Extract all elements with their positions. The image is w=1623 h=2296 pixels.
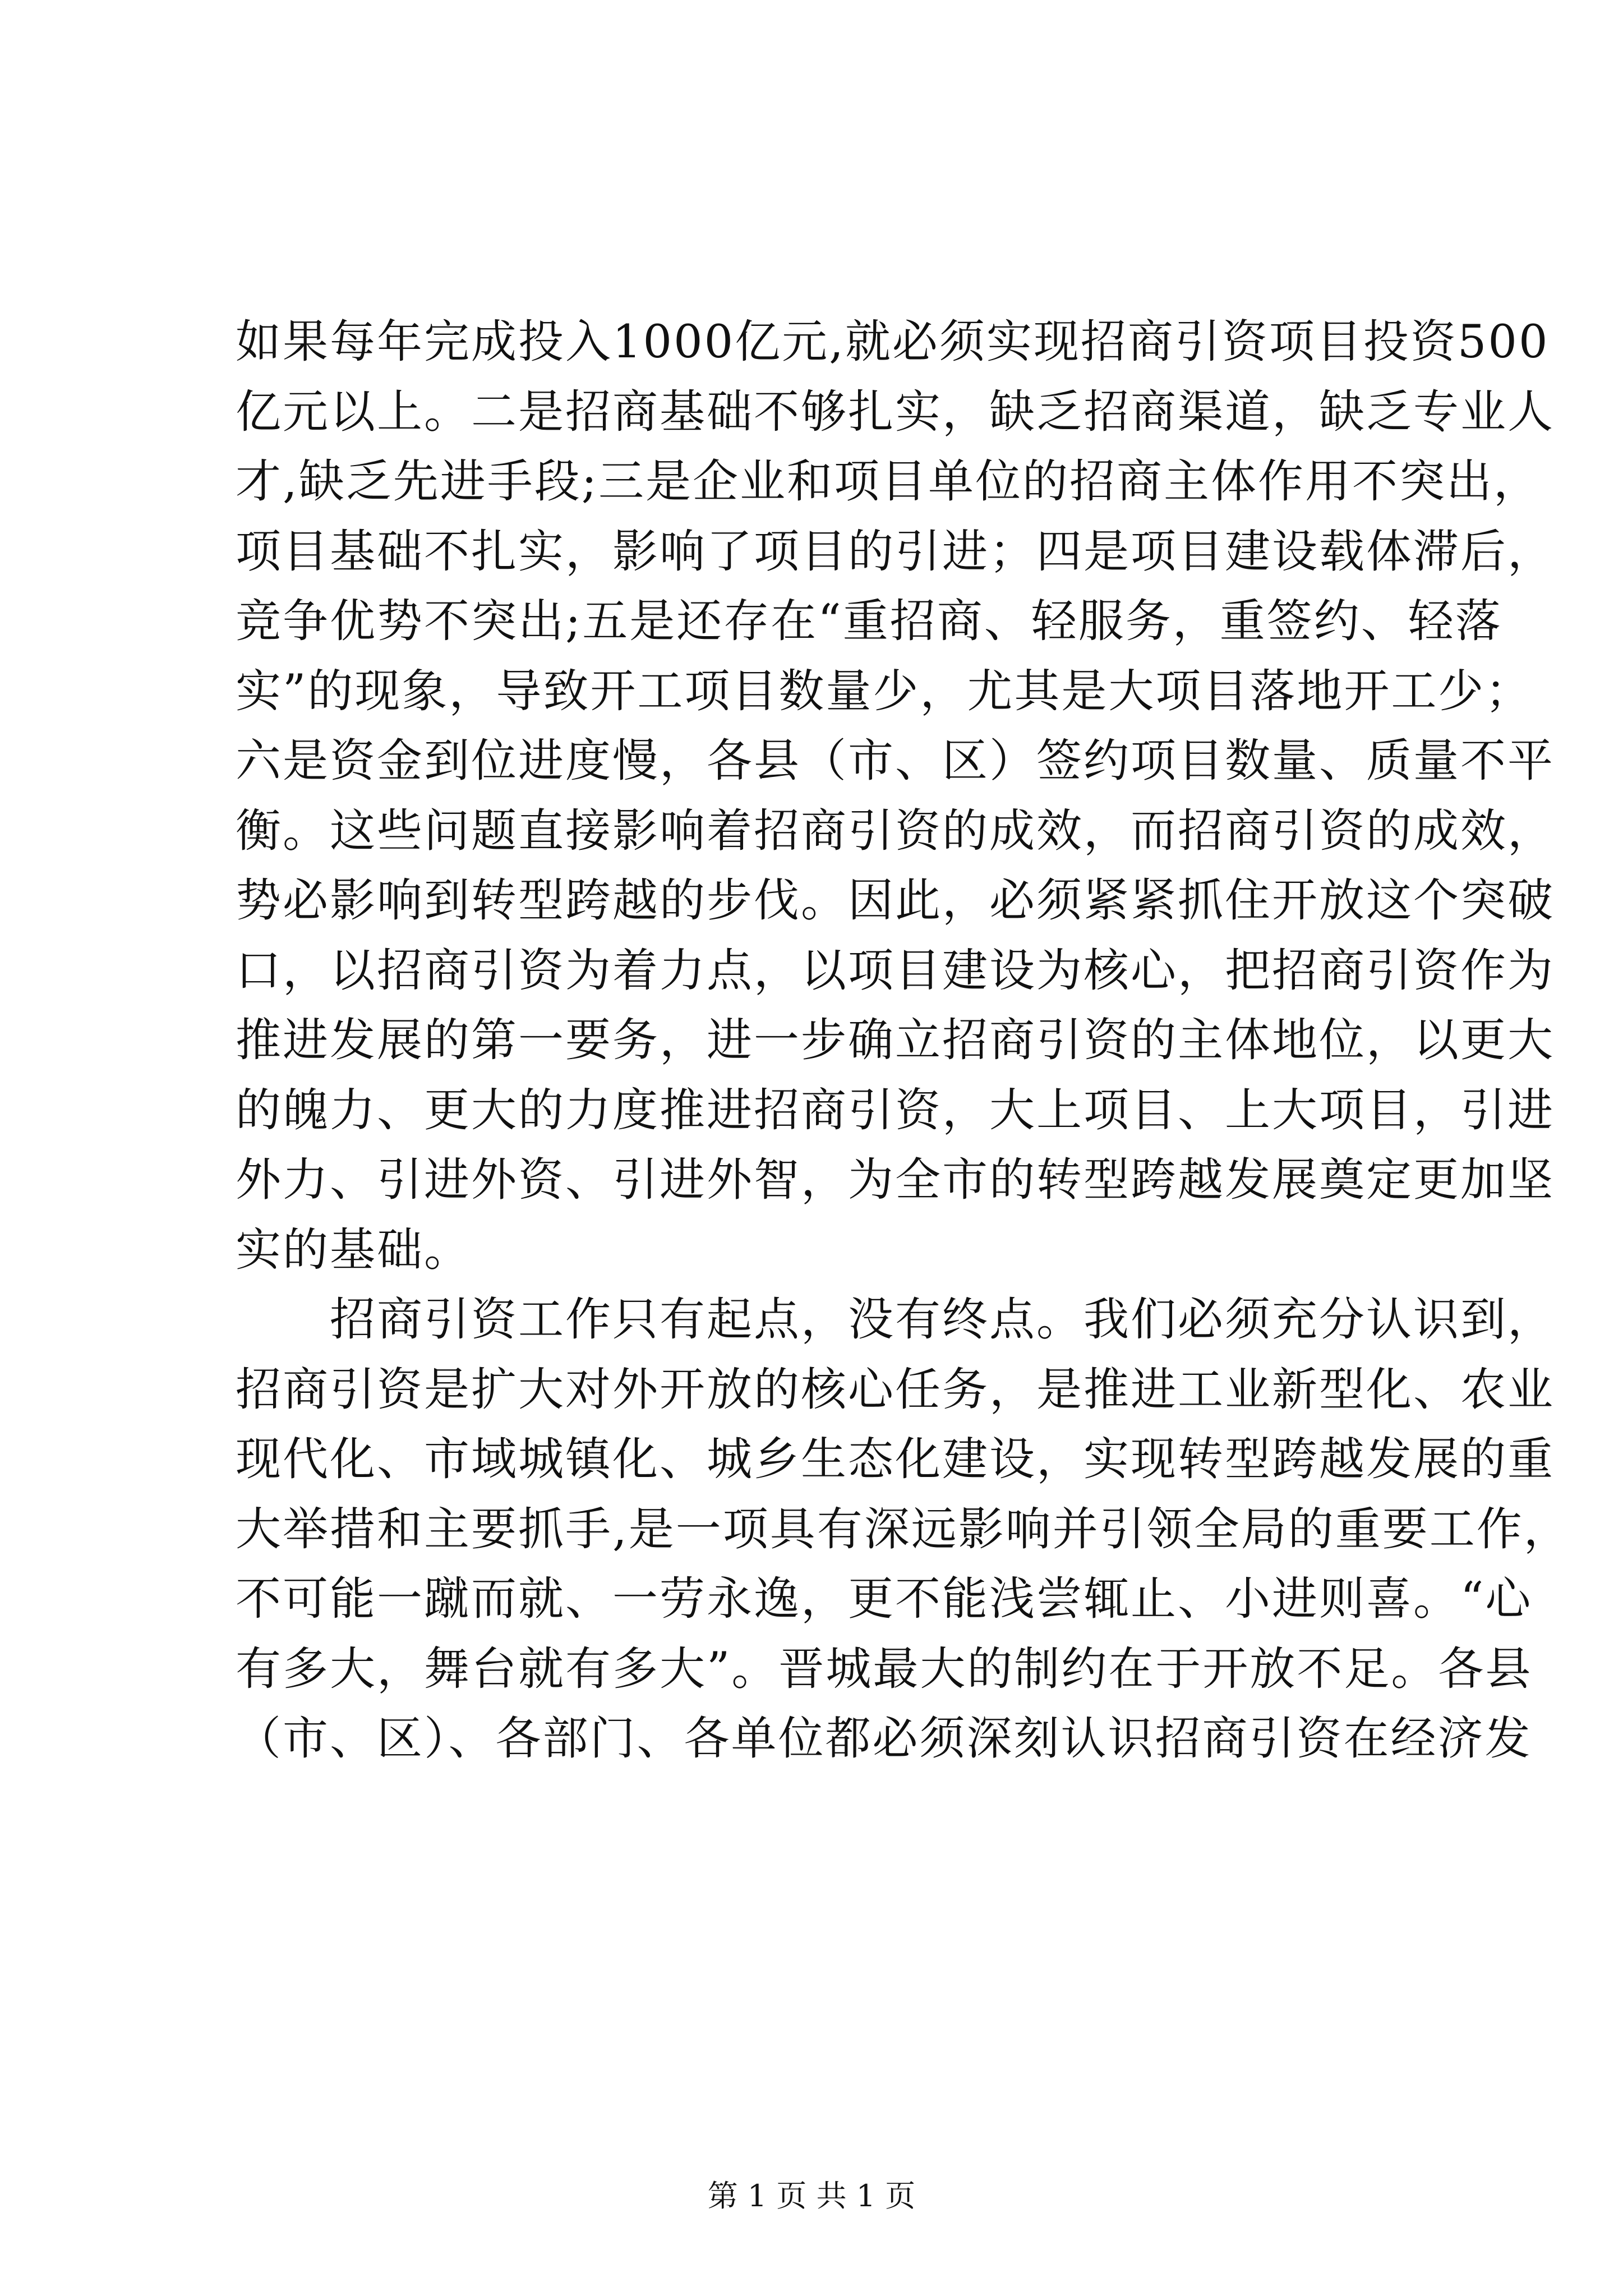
text-line: 有多大，舞台就有多大”。晋城最大的制约在于开放不足。各县: [236, 1642, 1533, 1696]
text-line: 势必影响到转型跨越的步伐。因此，必须紧紧抓住开放这个突破: [236, 875, 1555, 927]
text-line: 现代化、市域城镇化、城乡生态化建设，实现转型跨越发展的重: [236, 1433, 1555, 1486]
text-line: 招商引资工作只有起点，没有终点。我们必须充分认识到，: [236, 1294, 1555, 1346]
text-line: 如果每年完成投入1000亿元,就必须实现招商引资项目投资500: [236, 316, 1550, 369]
text-line: 实的基础。: [236, 1223, 472, 1277]
text-line: 实”的现象，导致开工项目数量少，尤其是大项目落地开工少；: [236, 665, 1533, 718]
text-line: 六是资金到位进度慢，各县（市、区）签约项目数量、质量不平: [236, 735, 1555, 788]
text-line: 亿元以上。二是招商基础不够扎实，缺乏招商渠道，缺乏专业人: [236, 385, 1555, 439]
text-line: 招商引资是扩大对外开放的核心任务，是推进工业新型化、农业: [236, 1363, 1555, 1416]
text-line: 不可能一蹴而就、一劳永逸，更不能浅尝辄止、小进则喜。“心: [236, 1573, 1533, 1626]
text-line: 竞争优势不突出;五是还存在“重招商、轻服务，重签约、轻落: [236, 595, 1502, 648]
body-text: [236, 307, 1571, 1774]
text-line: 大举措和主要抓手,是一项具有深远影响并引领全局的重要工作，: [236, 1503, 1571, 1556]
page-number: 第 1 页 共 1 页: [707, 2178, 916, 2214]
text-line: 口，以招商引资为着力点，以项目建设为核心，把招商引资作为: [236, 944, 1555, 997]
text-line: 项目基础不扎实，影响了项目的引进；四是项目建设载体滞后，: [236, 525, 1555, 578]
text-line: 推进发展的第一要务，进一步确立招商引资的主体地位，以更大: [236, 1014, 1555, 1067]
text-line: 才,缺乏先进手段;三是企业和项目单位的招商主体作用不突出，: [236, 455, 1541, 508]
text-line: （市、区）、各部门、各单位都必须深刻认识招商引资在经济发: [236, 1713, 1532, 1765]
text-line: 衡。这些问题直接影响着招商引资的成效，而招商引资的成效，: [236, 804, 1555, 858]
text-line: 外力、引进外资、引进外智，为全市的转型跨越发展奠定更加坚: [236, 1154, 1555, 1207]
page-footer: [0, 2177, 1623, 2216]
text-line: 的魄力、更大的力度推进招商引资，大上项目、上大项目，引进: [236, 1084, 1555, 1137]
